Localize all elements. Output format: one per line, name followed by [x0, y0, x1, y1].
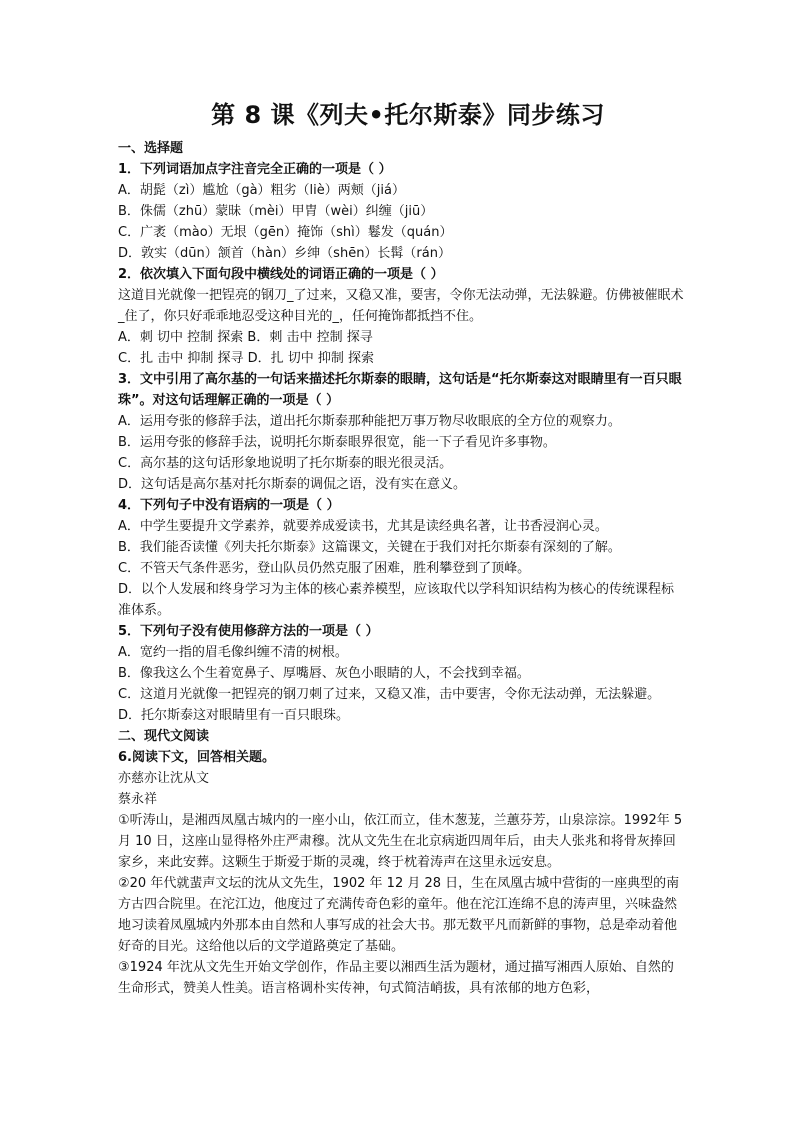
question-3-option: D．这句话是高尔基对托尔斯泰的调侃之语，没有实在意义。	[118, 477, 467, 492]
question-1-option: B．侏儒（zhū）蒙昧（mèi）甲胄（wèi）纠缠（jiū）	[118, 204, 434, 219]
question-2-option: C．扎 击中 抑制 探寻 D．扎 切中 抑制 探索	[118, 351, 375, 366]
section-heading-reading: 二、现代文阅读	[118, 729, 210, 744]
question-3-stem: 3．文中引用了高尔基的一句话来描述托尔斯泰的眼睛，这句话是“托尔斯泰这对眼睛里有一百只眼珠”。对这句话理解正确的一项是（ ）	[118, 372, 682, 408]
section-heading-choice: 一、选择题	[118, 141, 184, 156]
question-5-option: D．托尔斯泰这对眼睛里有一百只眼珠。	[118, 708, 350, 723]
question-4-option: D．以个人发展和终身学习为主体的核心素养模型，应该取代以学科知识结构为核心的传统课程标准体系。	[118, 582, 675, 618]
question-1-stem: 1．下列词语加点字注音完全正确的一项是（ ）	[118, 162, 392, 177]
question-4-option: A．中学生要提升文学素养，就要养成爱读书，尤其是读经典名著，让书香浸润心灵。	[118, 519, 608, 534]
question-1-option: D．敦实（dūn）颔首（hàn）乡绅（shēn）长髯（rán）	[118, 246, 451, 261]
question-3-option: C．高尔基的这句话形象地说明了托尔斯泰的眼光很灵活。	[118, 456, 453, 471]
page-title: 第 8 课《列夫•托尔斯泰》同步练习	[211, 101, 605, 129]
question-3-option: B．运用夸张的修辞手法，说明托尔斯泰眼界很宽，能一下子看见许多事物。	[118, 435, 556, 450]
article-title: 亦慈亦让沈从文	[118, 771, 210, 786]
question-1-option: A．胡髭（zì）尴尬（gà）粗劣（liè）两颊（jiá）	[118, 183, 405, 198]
question-4-option: B．我们能否读懂《列夫托尔斯泰》这篇课文，关键在于我们对托尔斯泰有深刻的了解。	[118, 540, 621, 555]
question-2-passage: 这道目光就像一把锃亮的钢刀_了过来，又稳又准，要害，令你无法动弹，无法躲避。仿佛被催眠术_住了，你只好乖乖地忍受这种目光的_，任何掩饰都抵挡不住。	[118, 288, 684, 324]
article-paragraph: ①听涛山，是湘西凤凰古城内的一座小山，依江而立，佳木葱茏，兰蕙芬芳，山泉淙淙。1992年 5 月 10 日，这座山显得格外庄严肃穆。沈从文先生在北京病逝四周年后，由夫人张兆和将骨灰捧回家乡，来此安葬。这颗生于斯爱于斯的灵魂，终于枕着涛声在这里永远安息。	[118, 813, 683, 870]
article-author: 蔡永祥	[118, 792, 158, 807]
question-4-option: C．不管天气条件恶劣，登山队员仍然克服了困难，胜利攀登到了顶峰。	[118, 561, 531, 576]
question-5-stem: 5．下列句子没有使用修辞方法的一项是（ ）	[118, 624, 379, 639]
question-2-stem: 2．依次填入下面句段中横线处的词语正确的一项是（ ）	[118, 267, 444, 282]
question-5-option: C．这道月光就像一把锃亮的钢刀刺了过来，又稳又准，击中要害，令你无法动弹，无法躲避。	[118, 687, 661, 702]
question-2-option: A．刺 切中 控制 探索 B．刺 击中 控制 探寻	[118, 330, 373, 345]
question-1-option: C．广袤（mào）无垠（gēn）掩饰（shì）鬈发（quán）	[118, 225, 453, 240]
question-5-option: A．宽约一指的眉毛像纠缠不清的树根。	[118, 645, 348, 660]
question-6-stem: 6.阅读下文，回答相关题。	[118, 750, 275, 765]
article-paragraph: ③1924 年沈从文先生开始文学创作，作品主要以湘西生活为题材，通过描写湘西人原始、自然的生命形式，赞美人性美。语言格调朴实传神，句式简洁峭拔，具有浓郁的地方色彩，	[118, 960, 674, 996]
question-4-stem: 4．下列句子中没有语病的一项是（ ）	[118, 498, 340, 513]
question-5-option: B．像我这么个生着宽鼻子、厚嘴唇、灰色小眼睛的人，不会找到幸福。	[118, 666, 530, 681]
article-paragraph: ②20 年代就蜚声文坛的沈从文先生，1902 年 12 月 28 日，生在凤凰古城中营街的一座典型的南方古四合院里。在沱江边，他度过了充满传奇色彩的童年。他在沱江连绵不息的涛声里，兴味盎然地习读着凤凰城内外那本由自然和人事写成的社会大书。那无数平凡而新鲜的事物，总是牵动着他好奇的目光。这给他以后的文学道路奠定了基础。	[118, 876, 680, 954]
question-3-option: A．运用夸张的修辞手法，道出托尔斯泰那种能把万事万物尽收眼底的全方位的观察力。	[118, 414, 621, 429]
